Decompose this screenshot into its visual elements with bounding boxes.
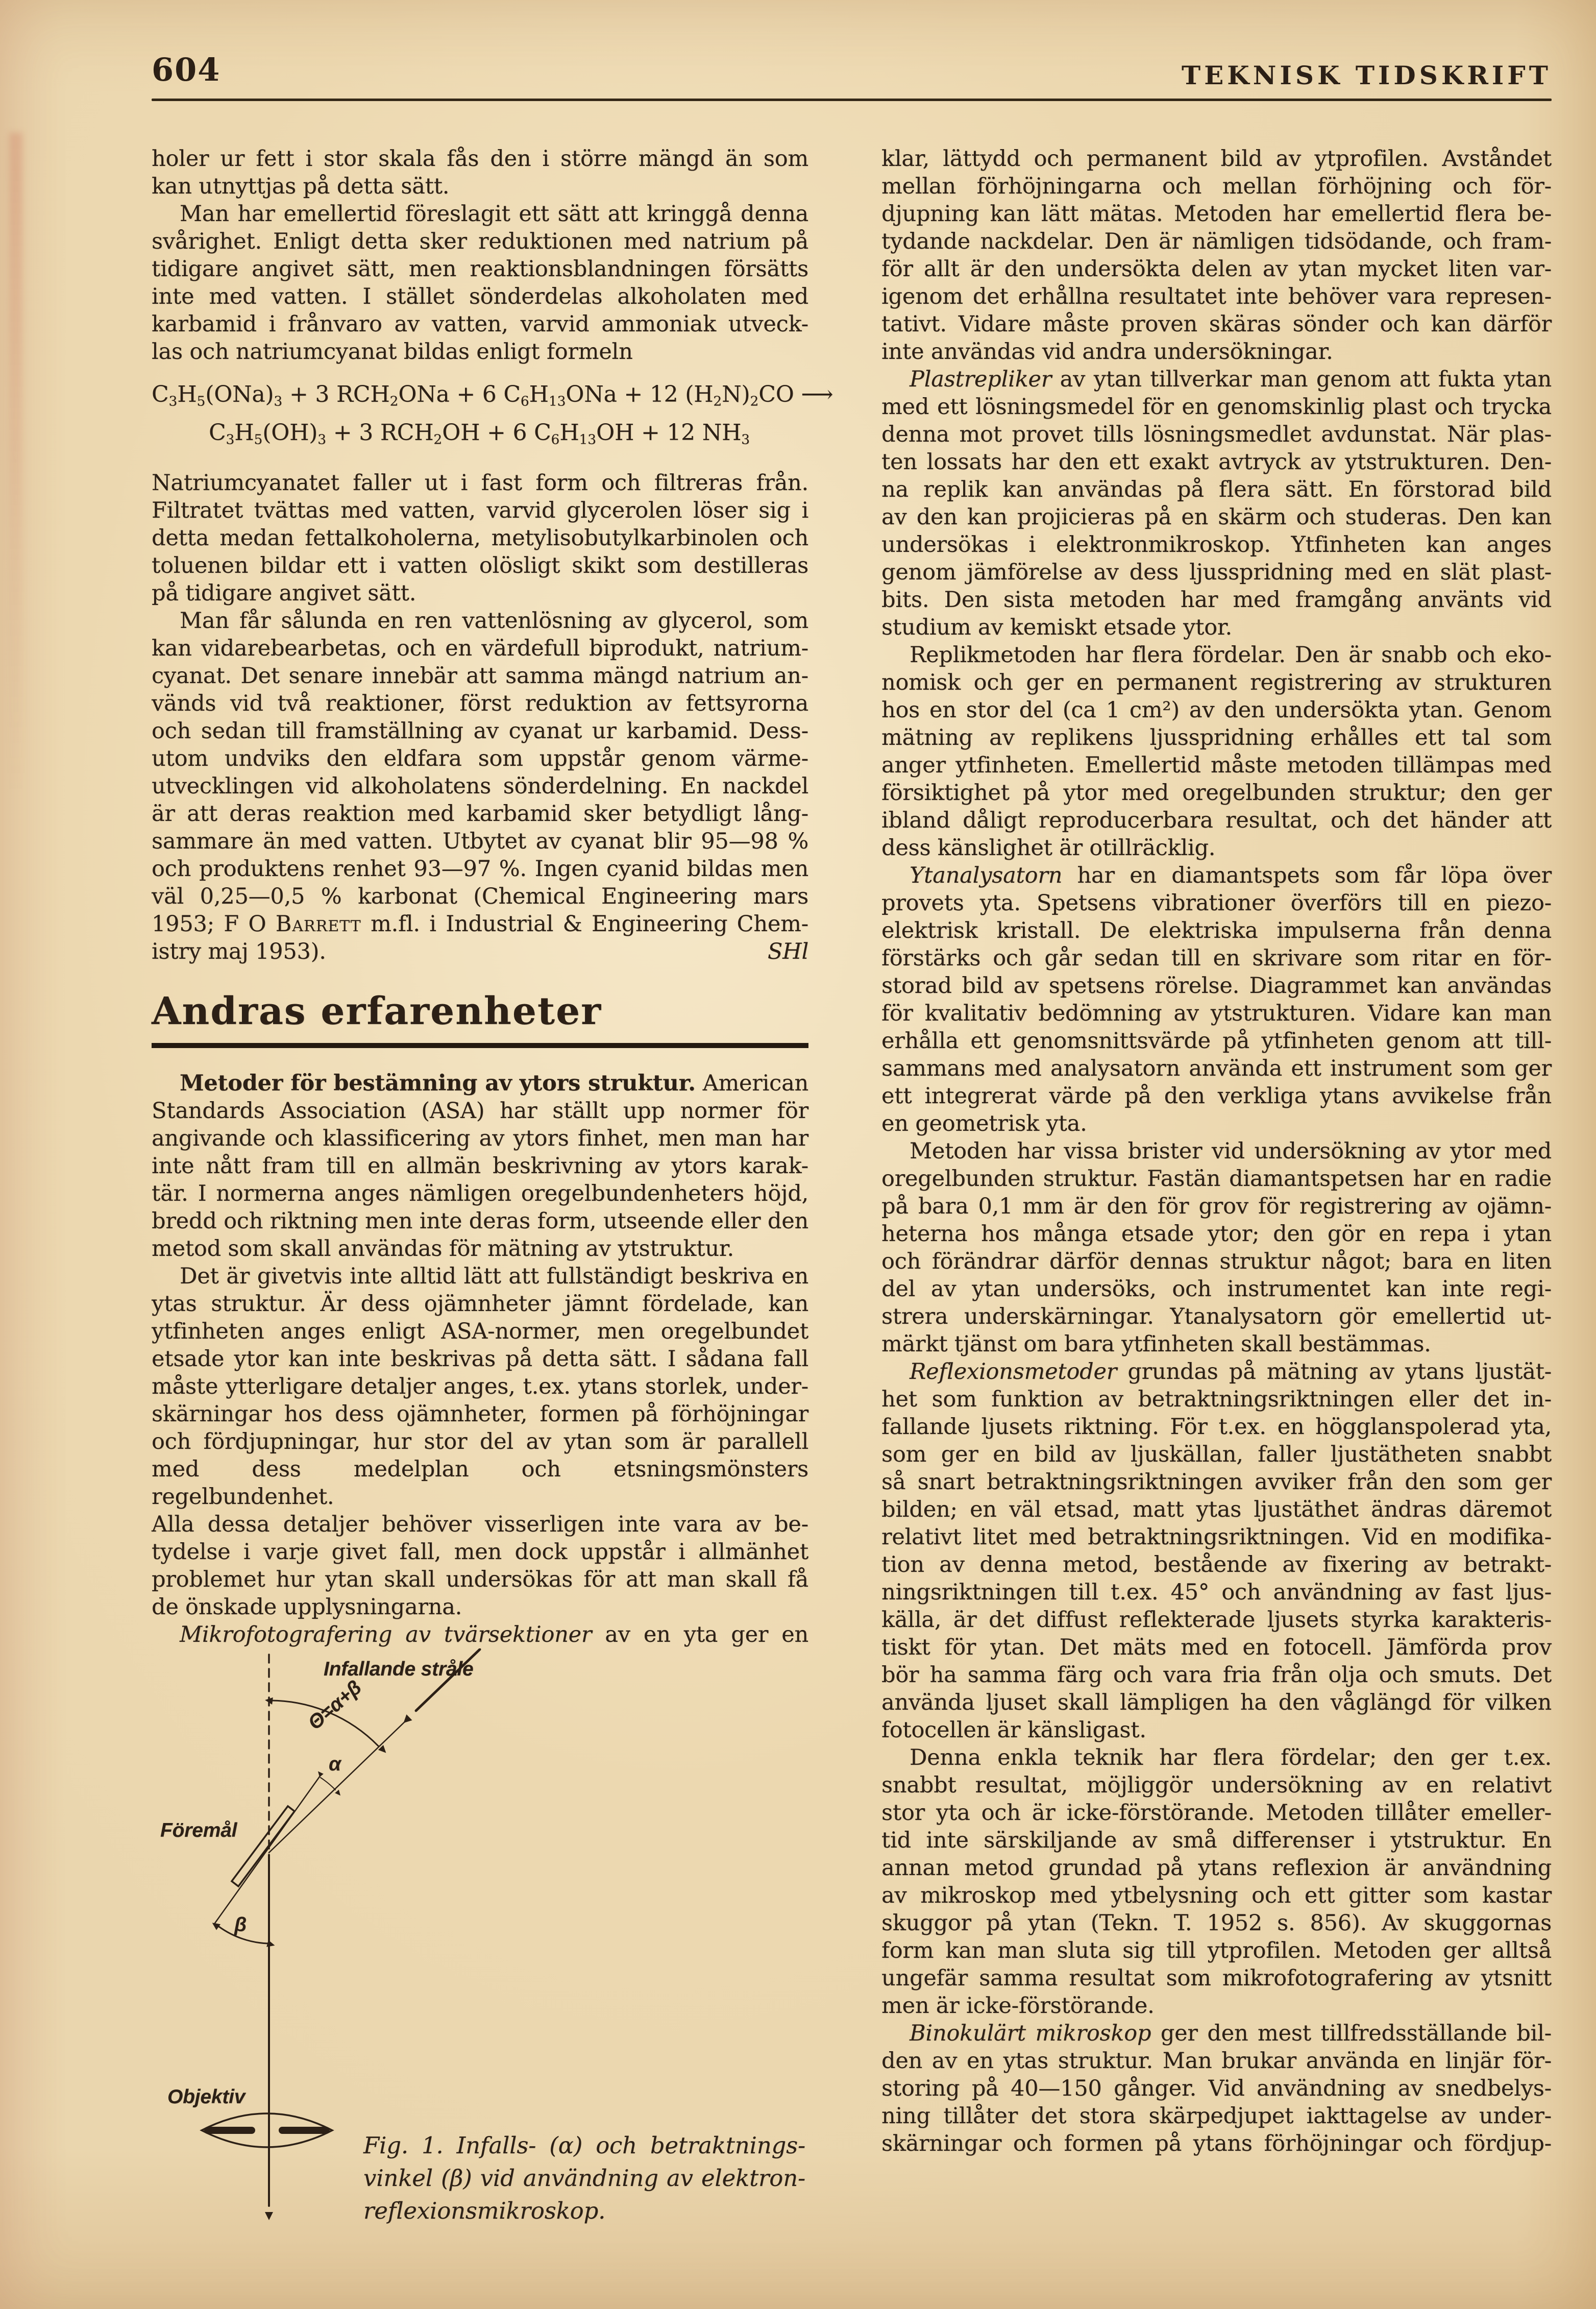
text-line: inte med vatten. I stället sönderdelas alkoholaten med — [152, 284, 808, 309]
text-line: Filtratet tvättas med vatten, varvid glycerolen löser sig i — [152, 497, 808, 523]
text-line: inte nått fram till en allmän beskrivning av ytors karak- — [152, 1153, 808, 1179]
text-line: erhålla ett genomsnittsvärde på ytfinheten genom att till- — [881, 1028, 1552, 1054]
left-column-text — [152, 145, 833, 1648]
text-line: toluenen bildar ett i vatten olösligt skikt som destilleras — [152, 552, 808, 578]
incident-ray-label: Infallande stråle — [324, 1658, 474, 1680]
paragraph — [152, 607, 808, 965]
header-rule — [152, 99, 1552, 101]
text-line: storing på 40—150 gånger. Vid användning av snedbelys- — [881, 2076, 1552, 2101]
text-line: bits. Den sista metoden har med framgång använts vid — [881, 587, 1552, 613]
text-line: så snart betraktningsriktningen avviker från den som ger — [881, 1469, 1552, 1495]
text-line: Det är givetvis inte alltid lätt att fullständigt beskriva en — [180, 1263, 808, 1289]
text-line: de önskade upplysningarna. — [152, 1594, 462, 1620]
text-line: djupning kan lätt mätas. Metoden har emellertid flera be- — [881, 201, 1552, 227]
chemical-formula — [152, 379, 833, 456]
text-line: Metoder för bestämning av ytors struktur. American — [180, 1070, 808, 1096]
text-line: utom undviks den eldfara som uppstår genom värme- — [152, 745, 808, 771]
text-line: 1953; F O Barrett m.fl. i Industrial & Engineering Chem- — [152, 911, 808, 937]
optical-axis-arrowhead — [265, 2212, 273, 2220]
paragraph — [881, 1137, 1552, 1358]
text-line: relativt litet med betraktningsriktningen. Vid en modifika- — [881, 1524, 1552, 1550]
text-line: fallande ljusets riktning. För t.ex. en högglanspolerad yta, — [881, 1414, 1552, 1440]
text-line: som ger en bild av ljuskällan, faller ljustätheten snabbt — [881, 1442, 1552, 1467]
text-line: skärningar och formen på ytans förhöjningar och fördjup- — [881, 2131, 1552, 2156]
text-line: snabbt resultat, möjliggör undersökning av en relativt — [881, 1772, 1552, 1798]
text-line: skärningar hos dess ojämnheter, formen på förhöjningar — [152, 1401, 808, 1427]
section-heading: Andras erfarenheter — [152, 989, 602, 1033]
text-line: hos en stor del (ca 1 cm²) av den undersökta ytan. Genom — [881, 697, 1552, 723]
text-line: detta medan fettalkoholerna, metylisobutylkarbinolen och — [152, 525, 808, 551]
text-line: tidigare angivet sätt, men reaktionsblandningen försätts — [152, 256, 808, 282]
text-line: Reflexionsmetoder grundas på mätning av ytans ljustät- — [910, 1359, 1552, 1384]
figure-caption — [363, 2129, 805, 2227]
specimen-rectangle — [232, 1806, 294, 1886]
paragraph — [881, 366, 1552, 641]
text-line: het som funktion av betraktningsriktningen eller det in- — [881, 1387, 1552, 1412]
text-line: Alla dessa detaljer behöver visserligen inte vara av be- — [152, 1511, 808, 1537]
paragraph — [152, 1070, 808, 1262]
text-line: måste ytterligare detaljer anges, t.ex. ytans storlek, under- — [152, 1373, 808, 1399]
alpha-label: α — [329, 1753, 341, 1775]
text-line: undersökas i elektronmikroskop. Ytfinheten kan anges — [881, 532, 1552, 557]
text-line: ytas struktur. Är dess ojämnheter jämnt fördelade, kan — [152, 1291, 808, 1317]
text-line: storad bild av spetsens rörelse. Diagrammet kan användas — [881, 973, 1552, 999]
text-line: sammare än med vatten. Utbytet av cyanat blir 95—98 % — [152, 828, 808, 854]
text-line: är att deras reaktion med karbamid sker betydligt lång- — [152, 800, 808, 827]
text-line: vänds vid två reaktioner, först reduktion av fettsyrorna — [152, 690, 808, 716]
text-line: tydande nackdelar. Den är nämligen tidsödande, och fram- — [881, 229, 1552, 254]
text-line: studium av kemiskt etsade ytor. — [881, 615, 1232, 640]
text-line: Man har emellertid föreslagit ett sätt att kringgå denna — [180, 201, 808, 227]
left-column — [152, 145, 833, 2226]
text-line: ning tillåter det stora skärpedjupet iakttagelse av under- — [881, 2103, 1552, 2129]
text-line — [152, 938, 808, 965]
theta-label: Θ=α+β — [304, 1676, 366, 1735]
text-line: denna mot provet tills lösningsmedlet avdunstat. När plas- — [881, 422, 1552, 447]
text-line: mätning av replikens ljusspridning erhålles ett tal som — [881, 725, 1552, 750]
incident-ray-extension-line — [269, 1718, 408, 1853]
scan-artifact-streak — [9, 133, 22, 796]
text-line: svårighet. Enligt detta sker reduktionen med natrium på — [152, 229, 808, 254]
text-line: förstärks och går sedan till en skrivare som ritar en för- — [881, 945, 1552, 971]
text-run: istry maj 1953). — [152, 938, 326, 964]
text-line: ungefär samma resultat som mikrofotografering av ytsnitt — [881, 1965, 1552, 1991]
text-line: las och natriumcyanat bildas enligt formeln — [152, 339, 633, 364]
author-signature: SHl — [767, 938, 808, 964]
text-line: tion av denna metod, bestående av fixering av betrakt- — [881, 1552, 1552, 1577]
text-line: Plastrepliker av ytan tillverkar man genom att fukta ytan — [910, 367, 1552, 392]
text-line: heterna hos många etsade ytor; den gör en repa i ytan — [881, 1221, 1552, 1247]
text-line: inte användas vid andra undersökningar. — [881, 339, 1333, 364]
alpha-arrowhead-upper — [316, 1769, 324, 1777]
text-line: på tidigare angivet sätt. — [152, 580, 416, 606]
text-line: Man får sålunda en ren vattenlösning av glycerol, som — [180, 607, 808, 634]
text-line: med dess medelplan och etsningsmönsters regelbundenhet. — [152, 1456, 808, 1510]
text-line: skuggor på ytan (Tekn. T. 1952 s. 856). Av skuggornas — [881, 1910, 1552, 1936]
text-line: kan vidarebearbetas, och en värdefull biprodukt, natrium- — [152, 635, 808, 661]
text-line: Mikrofotografering av tvärsektioner av en yta ger en — [180, 1621, 809, 1647]
text-line: annan metod grundad på ytans reflexion är användning — [881, 1855, 1552, 1881]
figure-1 — [152, 1648, 808, 2226]
paragraph — [881, 145, 1552, 366]
text-line: oregelbunden struktur. Fastän diamantspetsen har en radie — [881, 1166, 1552, 1192]
text-line: nomisk och ger en permanent registrering av strukturen — [881, 670, 1552, 695]
text-line: på bara 0,1 mm är den för grov för registrering av ojämn- — [881, 1194, 1552, 1219]
text-line: etsade ytor kan inte beskrivas på detta sätt. I sådana fall — [152, 1346, 808, 1372]
text-line: bredd och riktning men inte deras form, utseende eller den — [152, 1208, 808, 1234]
alpha-arc — [321, 1778, 335, 1790]
text-line: stor yta och är icke-förstörande. Metoden tillåter emeller- — [881, 1800, 1552, 1826]
paragraph — [881, 641, 1552, 862]
formula-line: $C_3H_5(OH)_3 + 3$ $RCH_2OH + 6$ $C_6H_{13}OH + 12$ $NH_3$ — [209, 420, 750, 448]
text-line: utvecklingen vid alkoholatens sönderdelning. En nackdel — [152, 773, 808, 799]
text-line: ett integrerat värde på den verkliga ytans avvikelse från — [881, 1083, 1552, 1109]
text-line: och förändrar därför dennas struktur något; bara en liten — [881, 1249, 1552, 1274]
text-line: försiktighet på ytor med oregelbunden struktur; den ger — [881, 780, 1552, 806]
right-column — [881, 145, 1552, 2157]
text-line: tiskt för ytan. Det mäts med en fotocell. Jämförda prov — [881, 1635, 1552, 1660]
text-line: men är icke-förstörande. — [881, 1993, 1155, 2019]
text-line: sammans med analysatorn använda ett instrument som ger — [881, 1056, 1552, 1081]
text-line: för allt är den undersökta delen av ytan mycket liten var- — [881, 256, 1552, 282]
text-line: genom jämförelse av dess ljusspridning med en slät plast- — [881, 560, 1552, 585]
paragraph — [881, 2020, 1552, 2157]
beta-label: β — [234, 1913, 247, 1936]
text-line: strera underskärningar. Ytanalysatorn gör emellertid ut- — [881, 1304, 1552, 1329]
paragraph — [881, 1358, 1552, 1744]
text-line: kan utnyttjas på detta sätt. — [152, 174, 450, 199]
text-line: ten lossats har den ett exakt avtryck av ytstrukturen. Den- — [881, 449, 1552, 475]
journal-title: TEKNISK TIDSKRIFT — [1181, 60, 1552, 90]
text-line: klar, lättydd och permanent bild av ytprofilen. Avståndet — [881, 146, 1552, 172]
text-line: och fördjupningar, hur stor del av ytan som är parallell — [152, 1428, 808, 1454]
text-line: angivande och klassificering av ytors finhet, men man har — [152, 1125, 808, 1151]
paragraph — [152, 1621, 808, 1648]
caption-line: vinkel (β) vid användning av elektron- — [363, 2164, 805, 2192]
text-line: Binokulärt mikroskop ger den mest tillfredsställande bil- — [910, 2021, 1552, 2046]
text-line: och produktens renhet 93—97 %. Ingen cyanid bildas men — [152, 856, 808, 882]
paragraph — [881, 862, 1552, 1137]
text-line: med ett lösningsmedel för en genomskinlig plast och trycka — [881, 394, 1552, 420]
text-line: Metoden har vissa brister vid undersökning av ytor med — [910, 1138, 1552, 1164]
beta-arc-arrowhead-left — [210, 1919, 220, 1930]
beta-arc-arrowhead-right — [266, 1940, 276, 1949]
text-line: Natriumcyanatet faller ut i fast form och filtreras från. — [152, 470, 808, 496]
paragraph — [152, 145, 808, 200]
paragraph — [152, 200, 808, 366]
text-line: av den kan projicieras på en skärm och studeras. Den kan — [881, 504, 1552, 530]
text-line: tydelse i varje givet fall, men dock uppstår i allmänhet — [152, 1539, 808, 1565]
text-line: karbamid i frånvaro av vatten, varvid ammoniak utveck- — [152, 311, 808, 337]
text-line: Standards Association (ASA) har ställt upp normer för — [152, 1098, 808, 1124]
text-line: na replik kan användas på flera sätt. En förstorad bild — [881, 477, 1552, 502]
text-line: för kvalitativ bedömning av ytstrukturen. Vidare kan man — [881, 1001, 1552, 1026]
text-line: fotocellen är känsligast. — [881, 1717, 1146, 1743]
text-line: ningsriktningen till t.ex. 45° och användning av fast ljus- — [881, 1579, 1552, 1605]
text-line: elektrisk kristall. De elektriska impulserna från denna — [881, 918, 1552, 943]
text-line: tativt. Vidare måste proven skäras sönder och kan därför — [881, 311, 1552, 337]
text-line: cyanat. Det senare innebär att samma mängd natrium an- — [152, 663, 808, 689]
text-line: av mikroskop med ytbelysning och ett gitter som kastar — [881, 1883, 1552, 1908]
text-line: metod som skall användas för mätning av ytstruktur. — [152, 1235, 734, 1261]
text-line: väl 0,25—0,5 % karbonat (Chemical Engineering mars — [152, 883, 808, 909]
paragraph — [152, 469, 808, 607]
text-line: anger ytfinheten. Emellertid måste metoden tillämpas med — [881, 752, 1552, 778]
text-line: bör ha samma färg och vara fria från olja och smuts. Det — [881, 1662, 1552, 1688]
text-line: Denna enkla teknik har flera fördelar; den ger t.ex. — [910, 1745, 1552, 1770]
alpha-arrowhead-lower — [335, 1790, 342, 1797]
text-line: och sedan till framställning av cyanat ur karbamid. Dess- — [152, 718, 808, 744]
text-line: Ytanalysatorn har en diamantspets som får löpa över — [910, 863, 1552, 888]
specimen-label: Föremål — [160, 1819, 237, 1841]
text-line: ibland dåligt reproducerbara resultat, och det händer att — [881, 808, 1552, 833]
text-line: bilden; en väl etsad, matt ytas ljustäthet ändras däremot — [881, 1497, 1552, 1522]
text-line: källa, är det diffust reflekterade ljusets styrka karakteris- — [881, 1607, 1552, 1633]
formula-line: $C_3H_5(ONa)_3 + 3$ $RCH_2ONa + 6$ $C_6H_{13}ONa + 12$ $(H_2N)_2CO$ ⟶ — [152, 381, 833, 409]
objective-label: Objektiv — [167, 2085, 245, 2108]
text-line: problemet hur ytan skall undersökas för att man skall få — [152, 1566, 808, 1592]
text-line: Replikmetoden har flera fördelar. Den är snabb och eko- — [910, 642, 1552, 668]
text-line: tid inte särskiljande av små differenser i ytstruktur. En — [881, 1828, 1552, 1853]
text-line: del av ytan undersöks, och instrumentet kan inte regi- — [881, 1276, 1552, 1302]
text-line: provets yta. Spetsens vibrationer överförs till en piezo- — [881, 890, 1552, 916]
page-number: 604 — [152, 51, 221, 88]
text-line: en geometrisk yta. — [881, 1111, 1087, 1136]
specimen-plane-line — [214, 1776, 320, 1925]
text-line: använda ljuset skall lämpligen ha den våglängd för vilken — [881, 1690, 1552, 1715]
paragraph — [152, 1262, 808, 1621]
text-line: ytfinheten anges enligt ASA-normer, men oregelbundet — [152, 1318, 808, 1344]
text-line: tär. I normerna anges nämligen oregelbundenheters höjd, — [152, 1180, 808, 1206]
section-rule — [152, 1043, 808, 1048]
text-line: form kan man sluta sig till ytprofilen. Metoden ger alltså — [881, 1938, 1552, 1963]
paragraph — [881, 1744, 1552, 2020]
text-line: mellan förhöjningarna och mellan förhöjning och för- — [881, 174, 1552, 199]
caption-line: Fig. 1. Infalls- (α) och betraktnings- — [363, 2131, 805, 2159]
text-line: märkt tjänst om bara ytfinheten skall bestämmas. — [881, 1331, 1431, 1357]
text-line: holer ur fett i stor skala fås den i större mängd än som — [152, 146, 808, 172]
caption-line: reflexionsmikroskop. — [363, 2197, 606, 2224]
text-line: igenom det erhållna resultatet inte behöver vara represen- — [881, 284, 1552, 309]
text-line: dess känslighet är otillräcklig. — [881, 835, 1216, 861]
text-line: den av en ytas struktur. Man brukar använda en linjär för- — [881, 2048, 1552, 2074]
